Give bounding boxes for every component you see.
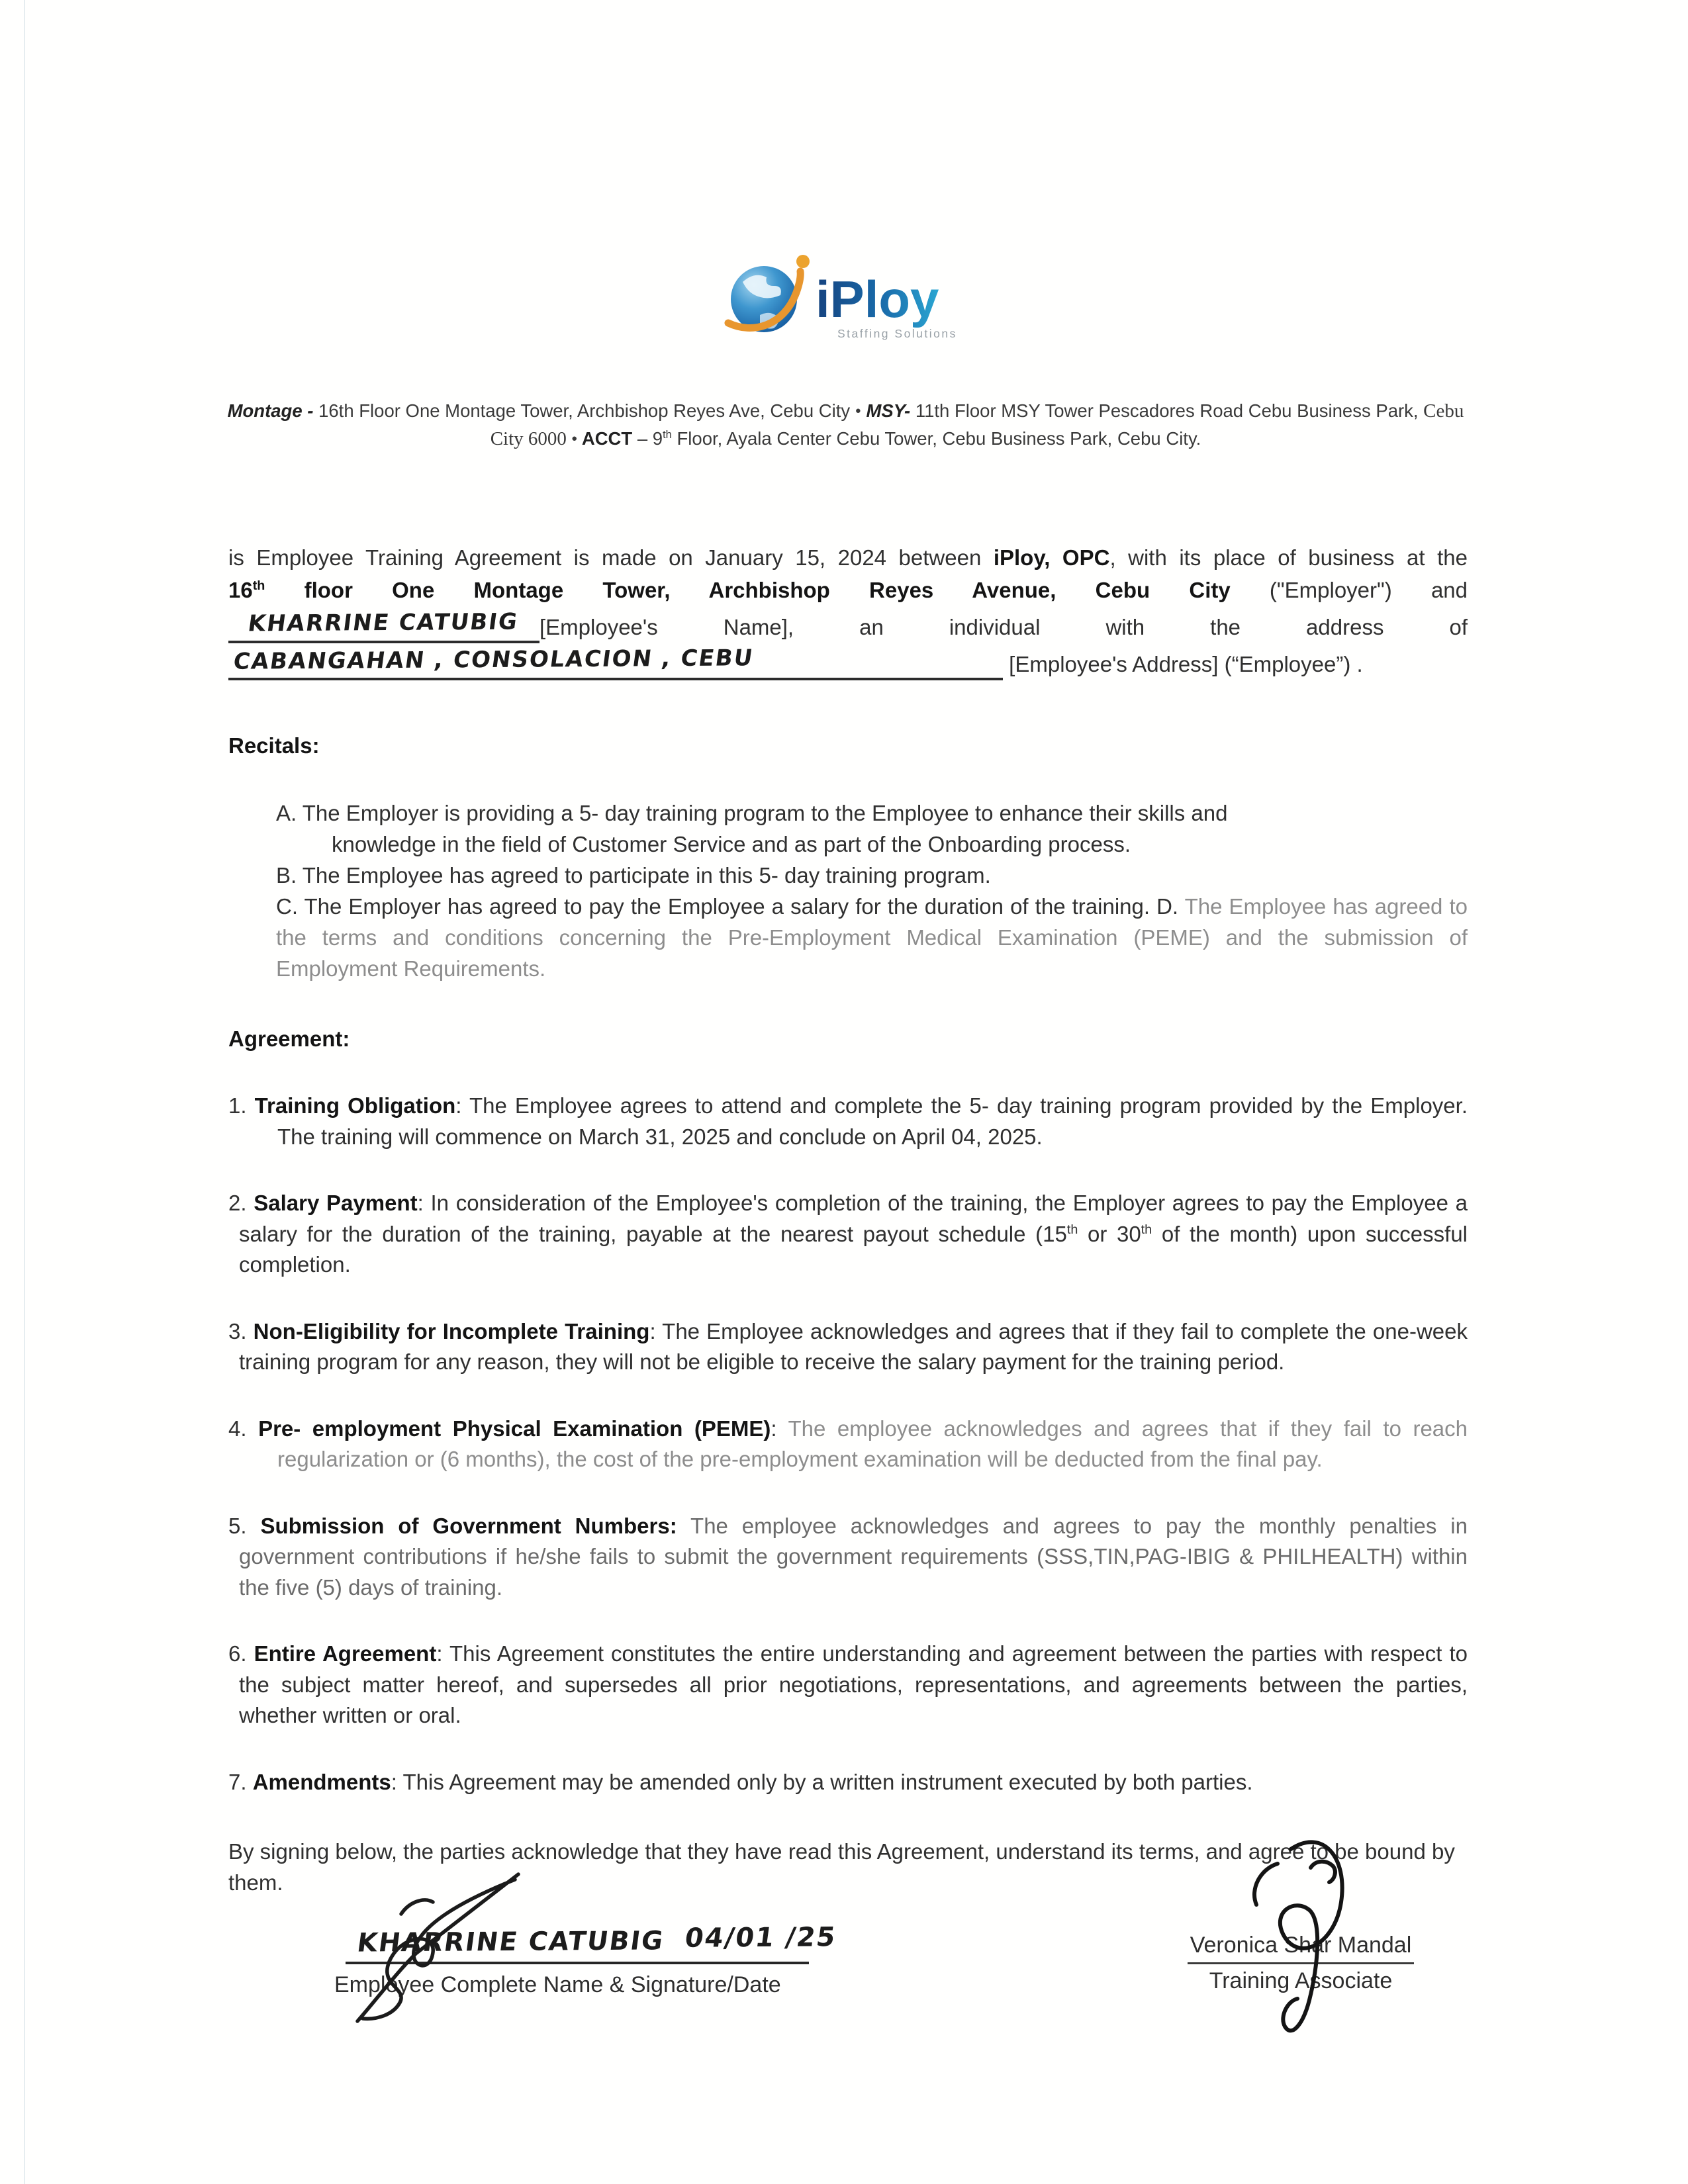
iploy-logo: [722, 250, 986, 351]
address-acct-label: ACCT: [577, 428, 633, 449]
intro-paragraph: [228, 541, 1468, 680]
employee-signature-label: Employee Complete Name & Signature/Date: [334, 1972, 781, 1997]
document-body: [228, 541, 1468, 1898]
trainer-signature: [1217, 1825, 1369, 2044]
bullet-icon: ●: [855, 405, 861, 416]
agreement-item-entire-agreement: 6. Entire Agreement: This Agreement constitutes the entire understanding and agreement between the parties with respect to the subject matter hereof, and supersedes all prior negotiations, representations, and agreements between the parties, whether written or oral.: [228, 1641, 1468, 1727]
agreement-item-salary-payment: 2. Salary Payment: In consideration of the Employee's completion of the training, the Employer agrees to pay the Employee a salary for the duration of the training, payable at the nearest payout schedule (15th or 30th of the month) upon successful completion.: [228, 1191, 1468, 1277]
swoosh-dot-icon: [796, 255, 810, 268]
agreement-item-non-eligibility: 3. Non-Eligibility for Incomplete Training: The Employee acknowledges and agrees that if they fail to complete the one-week training program for any reason, they will not be eligible to receive the salary payment for the training period.: [228, 1318, 1468, 1374]
agreement-item-amendments: 7. Amendments: This Agreement may be amended only by a written instrument executed by both parties.: [228, 1769, 1253, 1794]
employee-address-blank: [228, 643, 1003, 680]
bullet-icon: ●: [571, 433, 578, 444]
intro-line-3: KHARRINE CATUBIG [Employee's Name], an individual with the address of: [228, 606, 1468, 643]
employer-name: iPloy, OPC: [993, 545, 1110, 570]
trainer-name: Veronica Shar Mandal: [1188, 1933, 1415, 1964]
agreement-item-training-obligation: 1. Training Obligation: The Employee agrees to attend and complete the 5- day training program provided by the Employer. The training will commence on March 31, 2025 and conclude on April 04, 2025.: [228, 1093, 1468, 1149]
recital-a: A. The Employer is providing a 5- day training program to the Employee to enhance their skills and: [276, 801, 1228, 825]
employee-name-blank: [228, 606, 539, 643]
recital-c: C. The Employer has agreed to pay the Employee a salary for the duration of the training. D. The Employee has agreed to the terms and conditions concerning the Pre-Employment Medical Examination (PEME) and the submission of Employment Requirements.: [276, 894, 1468, 981]
agreement-item-peme: 4. Pre- employment Physical Examination (PEME): The employee acknowledges and agrees that if they fail to reach regularization or (6 months), the cost of the pre-employment examination will be deducted from the final pay.: [228, 1416, 1468, 1471]
globe-icon: [728, 255, 810, 332]
recitals-heading: Recitals:: [228, 733, 320, 758]
trainer-title: Training Associate: [1209, 1968, 1393, 1993]
address-msy-label: MSY-: [861, 400, 911, 421]
brand-tagline: Staffing Solutions: [837, 327, 957, 340]
employee-name-handwritten: KHARRINE CATUBIG: [246, 608, 520, 637]
closing-paragraph: By signing below, the parties acknowledge that they have read this Agreement, understand its terms, and agree to be bound by them.: [228, 1839, 1455, 1895]
intro-line-1: is Employee Training Agreement is made on January 15, 2024 between iPloy, OPC, with its place of business at the: [228, 545, 1468, 570]
recital-b: B. The Employee has agreed to participate in this 5- day training program.: [276, 863, 991, 887]
employee-signature-name: KHARRINE CATUBIG: [355, 1926, 667, 1958]
recitals-list: [276, 797, 1468, 984]
employee-signature-date: 04/01 /25: [682, 1922, 839, 1954]
employee-address-handwritten: CABANGAHAN , CONSOLACION , CEBU: [232, 645, 756, 675]
intro-line-2: 16th floor One Montage Tower, Archbishop Reyes Avenue, Cebu City ("Employer") and: [228, 578, 1468, 602]
address-montage-label: Montage -: [227, 400, 314, 421]
employee-signature: [316, 1868, 535, 2023]
agreement-item-government-numbers: 5. Submission of Government Numbers: The employee acknowledges and agrees to pay the monthly penalties in government contributions if he/she fails to submit the government requirements (SSS,TIN,PAG-IBIG & PHILHEALTH) within the five (5) days of training.: [228, 1513, 1468, 1600]
recital-a-continued: knowledge in the field of Customer Service and as part of the Onboarding process.: [332, 832, 1131, 856]
page-edge-line: [24, 0, 25, 2184]
agreement-heading: Agreement:: [228, 1026, 350, 1051]
header-address: Montage - 16th Floor One Montage Tower, Archbishop Reyes Ave, Cebu City ● MSY- 11th Floor MSY Tower Pescadores Road Cebu Business Park, Cebu City 6000 ● ACCT – 9th Floor, Ayala Center Cebu Tower, Cebu Business Park, Cebu City.: [227, 400, 1464, 449]
brand-wordmark: iPloy: [816, 270, 939, 328]
intro-line-4: CABANGAHAN , CONSOLACION , CEBU [Employee's Address] (“Employee”) .: [228, 643, 1468, 680]
